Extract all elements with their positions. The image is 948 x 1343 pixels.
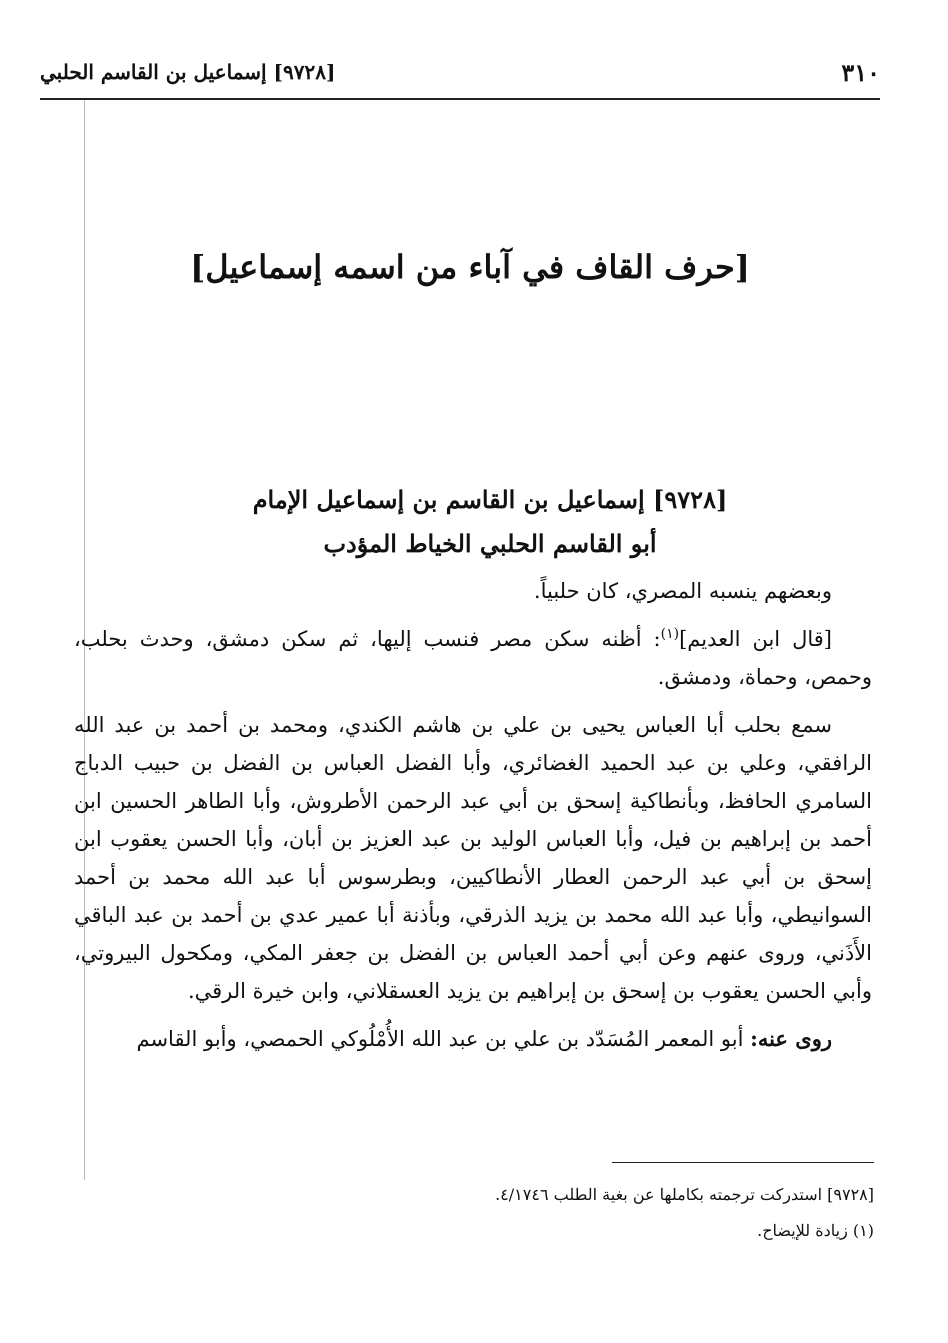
entry-heading-line-2: أبو القاسم الحلبي الخياط المؤدب (323, 529, 657, 558)
page-header (40, 56, 880, 100)
entry-heading (140, 478, 840, 566)
footnote-1: (١) زيادة للإيضاح. (757, 1221, 874, 1240)
paragraph-ibn-aladim-text: : أظنه سكن مصر فنسب إليها، ثم سكن دمشق، وحدث بحلب، وحمص، وحماة، ودمشق. (74, 627, 872, 689)
footnote-reference: (١) (660, 626, 680, 642)
entry-body (74, 572, 872, 1068)
entry-heading-line-1: [٩٧٢٨] إسماعيل بن القاسم بن إسماعيل الإمام (252, 485, 728, 514)
paragraph-teachers: سمع بحلب أبا العباس يحيى بن علي بن هاشم الكندي، ومحمد بن أحمد بن عبد الله الرافقي، وعلي بن عبد الحميد الغضائري، وأبا الفضل العباس بن الفضل بن حبيب الدباج السامري الحافظ، وبأنطاكية إسحق بن أبي عبد الرحمن الأطروش، وأبا الطاهر الحسين ابن أحمد بن إبراهيم بن فيل، وأبا العباس الوليد بن عبد العزيز بن أبان، وأبا الحسن يعقوب ابن إسحق بن أبي عبد الرحمن العطار الأنطاكيين، وبطرسوس أبا عبد الله محمد بن أحمد السوانيطي، وأبا عبد الله محمد بن يزيد الذرقي، وبأذنة أبا عمير عدي بن أحمد بن عبد الباقي الأَذَني، وروى عنهم وعن أبي أحمد العباس بن الفضل بن جعفر المكي، ومكحول البيروتي، وأبي الحسن يعقوب بن إسحق بن إبراهيم بن يزيد العسقلاني، وابن خيرة الرقي. (74, 713, 872, 1003)
footnote-entry-source: [٩٧٢٨] استدركت ترجمته بكاملها عن بغية الطلب ٤/١٧٤٦. (495, 1185, 874, 1204)
footnote-divider (612, 1162, 874, 1163)
running-title: [٩٧٢٨] إسماعيل بن القاسم الحلبي (40, 60, 336, 84)
narrators-text: أبو المعمر المُسَدّد بن علي بن عبد الله الأُمْلُوكي الحمصي، وأبو القاسم (136, 1027, 751, 1051)
page-number: ٣١٠ (841, 58, 880, 87)
quote-attribution: [قال ابن العديم] (679, 627, 832, 651)
narrators-label: روى عنه: (750, 1026, 832, 1051)
paragraph-nisba: وبعضهم ينسبه المصري، كان حلبياً. (533, 579, 832, 603)
footnotes (380, 1180, 874, 1252)
paragraph-ibn-aladim (74, 620, 872, 696)
chapter-title: [حرف القاف في آباء من اسمه إسماعيل] (190, 248, 750, 286)
paragraph-narrators (74, 1020, 872, 1058)
